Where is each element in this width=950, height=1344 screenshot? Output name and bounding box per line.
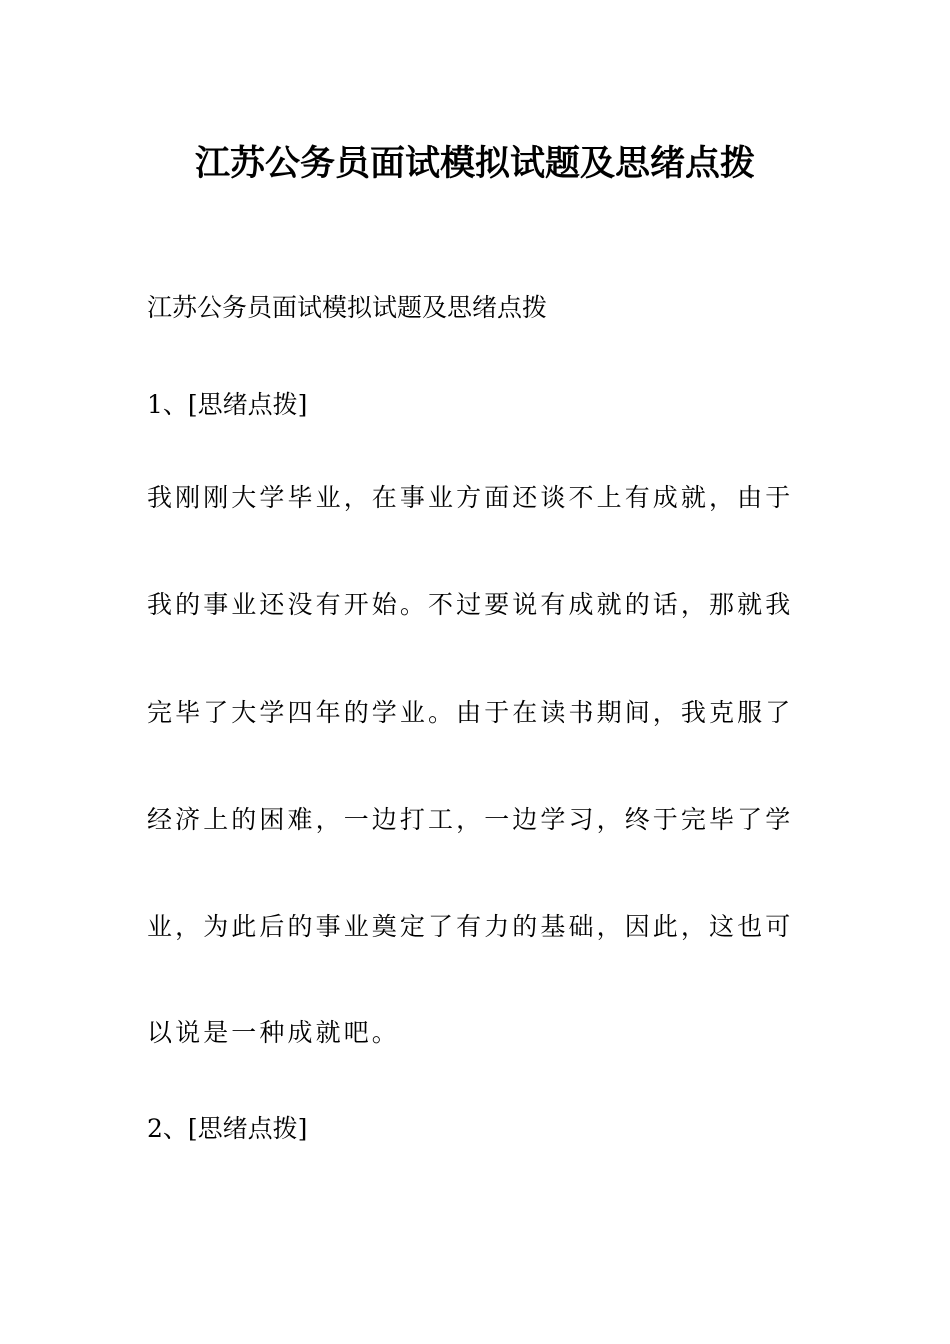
- section-1-paragraph-line: 我刚刚大学毕业，在事业方面还谈不上有成就，由于: [147, 483, 794, 512]
- document-title: 江苏公务员面试模拟试题及思绪点拨: [194, 143, 755, 184]
- section-1-paragraph-line: 以说是一种成就吧。: [147, 1018, 400, 1047]
- section-1-paragraph-line: 完毕了大学四年的学业。由于在读书期间，我克服了: [147, 698, 794, 727]
- document-subtitle: 江苏公务员面试模拟试题及思绪点拨: [147, 293, 548, 322]
- section-1-heading: 1、[思绪点拨]: [147, 390, 308, 419]
- section-2-heading: 2、[思绪点拨]: [147, 1114, 308, 1143]
- section-1-paragraph-line: 业，为此后的事业奠定了有力的基础，因此，这也可: [147, 912, 794, 941]
- section-1-paragraph-line: 经济上的困难，一边打工，一边学习，终于完毕了学: [147, 805, 794, 834]
- section-1-paragraph-line: 我的事业还没有开始。不过要说有成就的话，那就我: [147, 590, 794, 619]
